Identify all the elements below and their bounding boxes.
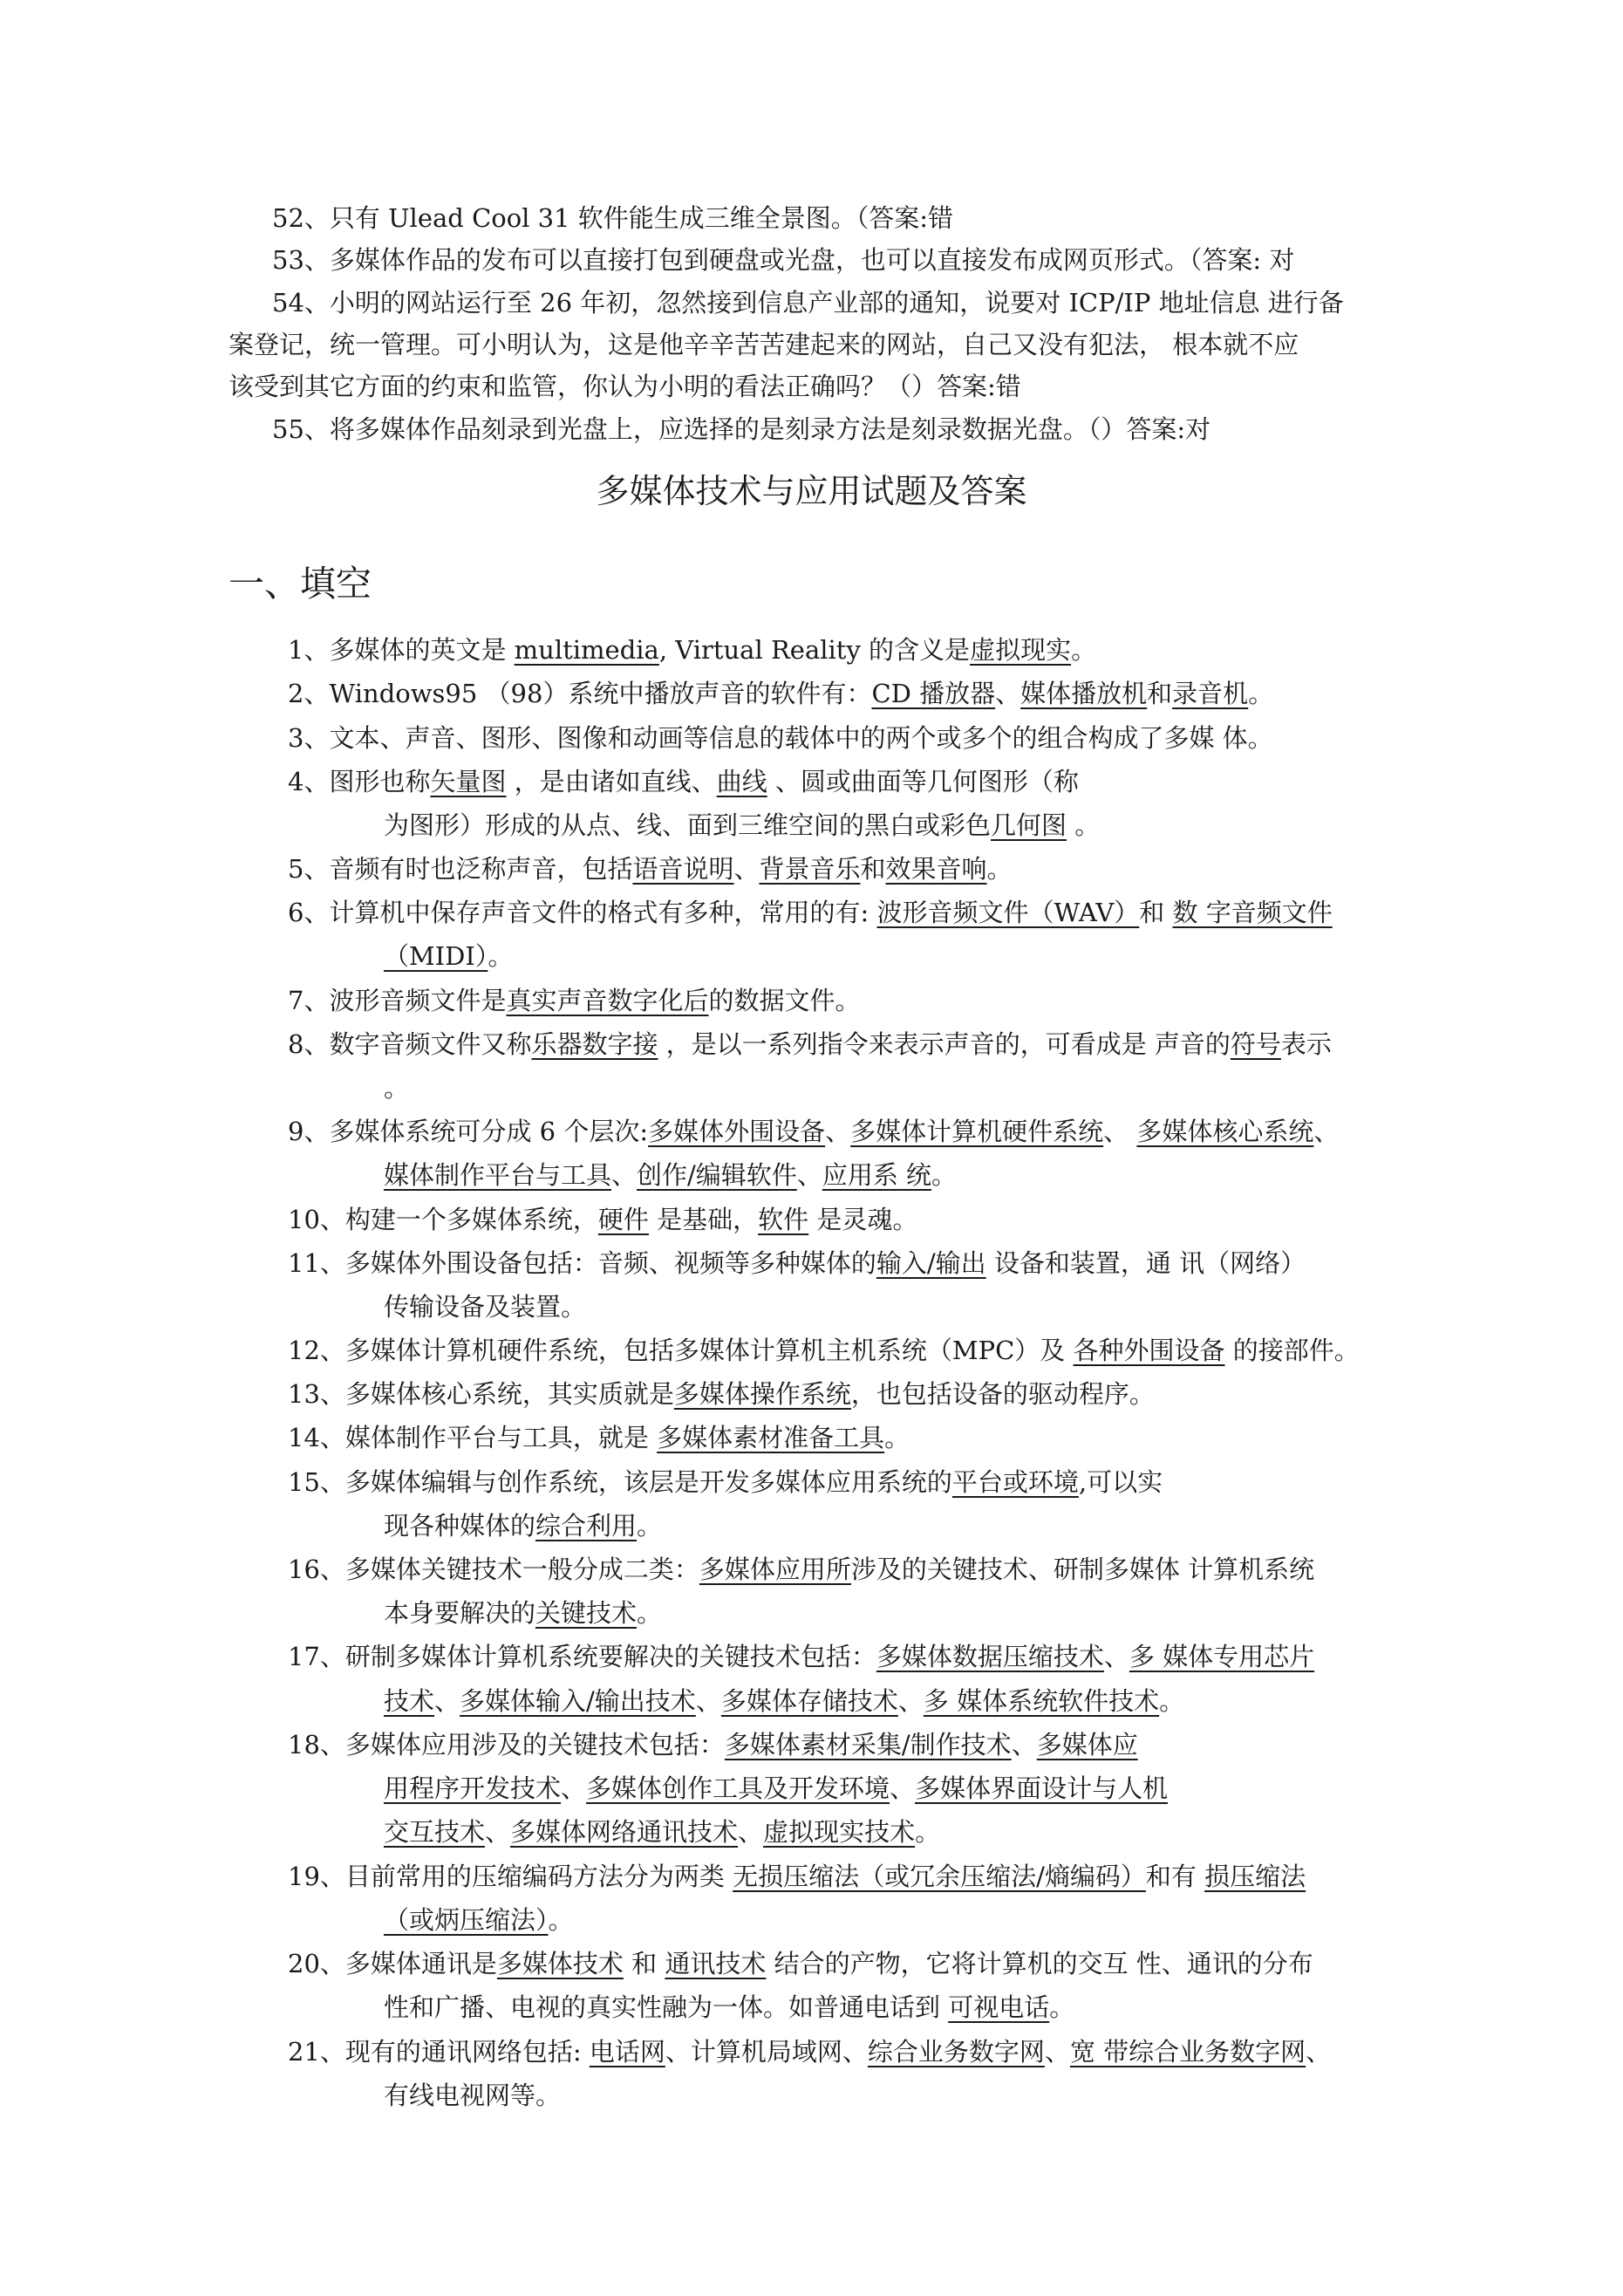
question-17-cont: 技术、多媒体输入/输出技术、多媒体存储技术、多 媒体系统软件技术。: [384, 1686, 1185, 1716]
question-21-cont: 有线电视网等。: [384, 2081, 562, 2110]
answer-blank: 几何图: [991, 810, 1067, 840]
question-18-cont2: 交互技术、多媒体网络通讯技术、虚拟现实技术。: [384, 1817, 941, 1847]
question-21: 21、现有的通讯网络包括: 电话网、计算机局域网、综合业务数字网、宽 带综合业务数字网、: [288, 2037, 1332, 2067]
question-8: 8、数字音频文件又称乐器数字接 ，是以一系列指令来表示声音的，可看成是 声音的符号表示: [288, 1029, 1332, 1059]
answer-blank: 媒体播放机: [1020, 679, 1148, 708]
answer-blank: 多媒体应用所: [699, 1555, 851, 1584]
answer-blank: 软件: [758, 1205, 809, 1234]
question-4: 4、图形也称矢量图 ，是由诸如直线、曲线 、圆或曲面等几何图形（称: [288, 767, 1079, 796]
answer-blank: 输入/输出: [876, 1248, 986, 1278]
section-heading: 一、填空: [228, 563, 372, 605]
answer-blank: 电话网: [589, 2037, 665, 2067]
answer-blank: 语音说明: [632, 854, 734, 884]
answer-blank: CD 播放器: [871, 679, 996, 708]
question-8-cont: 。: [384, 1073, 410, 1103]
question-18: 18、多媒体应用涉及的关键技术包括：多媒体素材采集/制作技术、多媒体应: [288, 1730, 1138, 1760]
answer-blank: 可视电话: [948, 1992, 1050, 2022]
answer-blank: 波形音频文件（WAV）: [876, 898, 1140, 927]
answer-blank: 无损压缩法（或冗余压缩法/熵编码）: [733, 1862, 1146, 1891]
answer-54-line2: 案登记，统一管理。可小明认为，这是他辛辛苦苦建起来的网站，自己又没有犯法， 根本就不应: [228, 330, 1299, 359]
answer-blank: 应用系 统: [822, 1160, 932, 1190]
answer-blank: 交互技术: [384, 1817, 486, 1847]
question-11-cont: 传输设备及装置。: [384, 1292, 587, 1322]
answer-blank: 符号: [1230, 1029, 1281, 1059]
answer-blank: 关键技术: [535, 1598, 638, 1628]
answer-blank: 多媒体素材采集/制作技术: [724, 1730, 1012, 1760]
answer-blank: 综合业务数字网: [867, 2037, 1045, 2067]
answer-blank: （或炳压缩法）: [384, 1905, 549, 1935]
question-19-cont: （或炳压缩法）。: [384, 1905, 574, 1935]
answer-blank: 多媒体创作工具及开发环境: [586, 1773, 890, 1803]
question-11: 11、多媒体外围设备包括：音频、视频等多种媒体的输入/输出 设备和装置，通 讯（网络）: [288, 1248, 1306, 1278]
question-12: 12、多媒体计算机硬件系统，包括多媒体计算机主机系统（MPC）及 各种外围设备 的接部件。: [288, 1336, 1360, 1365]
answer-blank: 宽 带综合业务数字网: [1069, 2037, 1306, 2067]
answer-blank: 用程序开发技术: [384, 1773, 562, 1803]
question-5: 5、音频有时也泛称声音，包括语音说明、背景音乐和效果音响。: [288, 854, 1013, 884]
answer-blank: 多媒体应: [1036, 1730, 1138, 1760]
answer-blank: 损压缩法: [1204, 1862, 1306, 1891]
question-20-cont: 性和广播、电视的真实性融为一体。如普通电话到 可视电话。: [384, 1992, 1075, 2022]
question-16: 16、多媒体关键技术一般分成二类：多媒体应用所涉及的关键技术、研制多媒体 计算机系统: [288, 1555, 1315, 1584]
answer-blank: 多媒体技术: [496, 1949, 624, 1978]
answer-blank: 各种外围设备: [1073, 1336, 1225, 1365]
answer-blank: 录音机: [1172, 679, 1249, 708]
answer-55: 55、将多媒体作品刻录到光盘上，应选择的是刻录方法是刻录数据光盘。（）答案:对: [272, 414, 1211, 444]
answer-52: 52、只有 Ulead Cool 31 软件能生成三维全景图。（答案:错: [272, 203, 954, 233]
question-3: 3、文本、声音、图形、图像和动画等信息的载体中的两个或多个的组合构成了多媒 体。: [288, 723, 1273, 753]
answer-blank: 多媒体素材准备工具: [657, 1423, 885, 1452]
answer-blank: 多媒体网络通讯技术: [510, 1817, 739, 1847]
answer-blank: 多媒体操作系统: [673, 1379, 851, 1409]
answer-blank: 曲线: [716, 767, 767, 796]
answer-53: 53、多媒体作品的发布可以直接打包到硬盘或光盘，也可以直接发布成网页形式。（答案: 对: [272, 245, 1295, 275]
answer-blank: 多媒体存储技术: [720, 1686, 898, 1716]
answer-blank: 平台或环境: [951, 1467, 1079, 1497]
question-6-cont: （MIDI）。: [384, 941, 514, 971]
answer-blank: 多媒体数据压缩技术: [876, 1642, 1104, 1671]
answer-blank: 数 字音频文件: [1172, 898, 1333, 927]
answer-blank: 多媒体外围设备: [648, 1117, 826, 1146]
answer-blank: 背景音乐: [759, 854, 861, 884]
answer-54-line1: 54、小明的网站运行至 26 年初，忽然接到信息产业部的通知，说要对 ICP/IP 地址信息 进行备: [272, 288, 1344, 318]
question-1: 1、多媒体的英文是 multimedia, Virtual Reality 的含义是虚拟现实。: [288, 635, 1097, 665]
answer-blank: 多媒体界面设计与人机: [915, 1773, 1169, 1803]
question-18-cont1: 用程序开发技术、多媒体创作工具及开发环境、多媒体界面设计与人机: [384, 1773, 1169, 1803]
answer-blank: 虚拟现实: [970, 635, 1072, 665]
question-2: 2、Windows95 （98）系统中播放声音的软件有：CD 播放器、媒体播放机和录音机。: [288, 679, 1274, 708]
question-17: 17、研制多媒体计算机系统要解决的关键技术包括：多媒体数据压缩技术、多 媒体专用芯片: [288, 1642, 1315, 1671]
question-9: 9、多媒体系统可分成 6 个层次:多媒体外围设备、多媒体计算机硬件系统、 多媒体核心系统、: [288, 1117, 1340, 1146]
answer-blank: 乐器数字接: [531, 1029, 658, 1059]
question-14: 14、媒体制作平台与工具，就是 多媒体素材准备工具。: [288, 1423, 910, 1452]
answer-blank: 效果音响: [885, 854, 987, 884]
question-15-cont: 现各种媒体的综合利用。: [384, 1511, 663, 1541]
question-13: 13、多媒体核心系统，其实质就是多媒体操作系统，也包括设备的驱动程序。: [288, 1379, 1155, 1409]
answer-blank: 多 媒体系统软件技术: [923, 1686, 1160, 1716]
question-15: 15、多媒体编辑与创作系统，该层是开发多媒体应用系统的平台或环境,可以实: [288, 1467, 1163, 1497]
answer-blank: 矢量图: [430, 767, 507, 796]
answer-blank: 技术: [384, 1686, 435, 1716]
question-16-cont: 本身要解决的关键技术。: [384, 1598, 663, 1628]
question-4-cont: 为图形）形成的从点、线、面到三维空间的黑白或彩色几何图 。: [384, 810, 1101, 840]
answer-blank: （MIDI）: [384, 941, 488, 971]
question-9-cont: 媒体制作平台与工具、创作/编辑软件、应用系 统。: [384, 1160, 958, 1190]
answer-blank: 真实声音数字化后: [506, 986, 709, 1015]
answer-blank: 媒体制作平台与工具: [384, 1160, 612, 1190]
document-title: 多媒体技术与应用试题及答案: [596, 472, 1027, 510]
answer-blank: 多媒体输入/输出技术: [460, 1686, 696, 1716]
question-10: 10、构建一个多媒体系统，硬件 是基础，软件 是灵魂。: [288, 1205, 918, 1234]
question-20: 20、多媒体通讯是多媒体技术 和 通讯技术 结合的产物，它将计算机的交互 性、通讯的分布: [288, 1949, 1313, 1978]
answer-blank: 多 媒体专用芯片: [1129, 1642, 1315, 1671]
question-19: 19、目前常用的压缩编码方法分为两类 无损压缩法（或冗余压缩法/熵编码）和有 损压缩法: [288, 1862, 1306, 1891]
answer-blank: multimedia: [514, 635, 659, 665]
answer-blank: 通讯技术: [665, 1949, 767, 1978]
answer-blank: 综合利用: [535, 1511, 638, 1541]
answer-blank: 多媒体计算机硬件系统: [850, 1117, 1104, 1146]
answer-blank: 硬件: [597, 1205, 649, 1234]
answer-blank: 创作/编辑软件: [637, 1160, 797, 1190]
answer-blank: 多媒体核心系统: [1136, 1117, 1314, 1146]
answer-blank: 虚拟现实技术: [763, 1817, 916, 1847]
question-7: 7、波形音频文件是真实声音数字化后的数据文件。: [288, 986, 861, 1015]
question-6: 6、计算机中保存声音文件的格式有多种，常用的有: 波形音频文件（WAV）和 数 字音频文件: [288, 898, 1333, 927]
answer-54-line3: 该受到其它方面的约束和监管，你认为小明的看法正确吗？（）答案:错: [228, 372, 1021, 401]
